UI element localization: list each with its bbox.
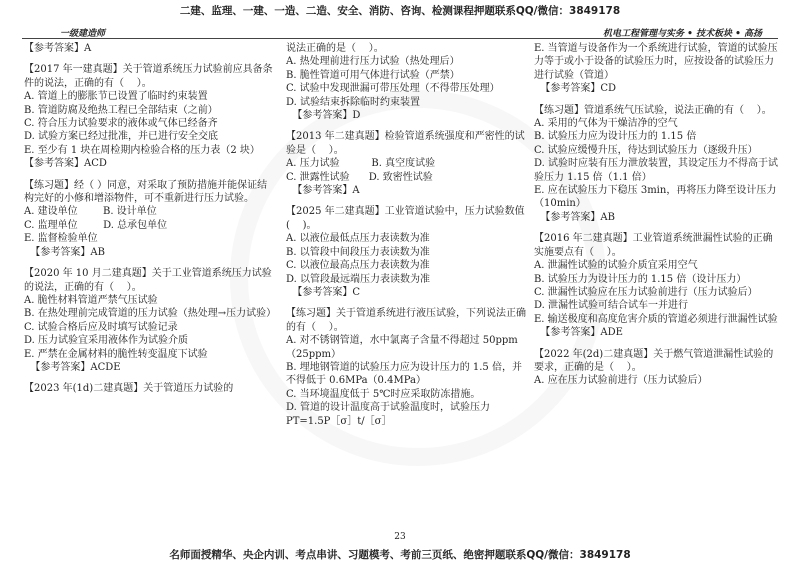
text-line bbox=[534, 96, 780, 104]
text-line: B. 埋地钢管道的试验压力应为设计压力的 1.5 倍，并不得低于 0.6MPa（0.4MPa） bbox=[286, 361, 522, 387]
text-line: B. 以管段中间段压力表读数为准 bbox=[286, 246, 430, 258]
text-line bbox=[286, 299, 526, 307]
text-line bbox=[24, 171, 276, 179]
text-line: A. 建设单位 B. 设计单位 bbox=[24, 206, 157, 218]
text-line: 【练习题】经（ ）同意，对采取了预防措施并能保证结构完好的小修和增添物件，可不重新进行压力试验。 bbox=[24, 179, 268, 205]
text-line: 【参考答案】D bbox=[286, 110, 361, 122]
right-running-head: 机电工程管理与实务 • 技术板块 • 高扬 bbox=[602, 29, 762, 39]
text-line: C. 泄露性试验 D. 致密性试验 bbox=[286, 171, 433, 183]
text-line: 【2025 年二建真题】工业管道试验中，压力试验数值( )。 bbox=[286, 206, 525, 231]
text-line: 【2022 年(2d)二建真题】关于燃气管道泄漏性试验的要求，正确的是（ ）。 bbox=[534, 348, 774, 373]
text-line bbox=[24, 374, 276, 382]
text-line: A. 泄漏性试验的试验介质宜采用空气 bbox=[534, 260, 698, 272]
text-line: E. 当管道与设备作为一个系统进行试验，管道的试验压力等于或小于设备的试验压力时，应按设备的试验压力进行试验（管道） bbox=[534, 43, 778, 81]
text-line bbox=[24, 55, 276, 63]
text-line: 【练习题】管道系统气压试验，说法正确的有（ ）。 bbox=[534, 104, 772, 116]
text-line: A. 应在压力试验前进行（压力试验后） bbox=[534, 375, 708, 387]
column-left bbox=[24, 42, 276, 396]
text-line: A. 以液位最低点压力表读数为准 bbox=[286, 233, 430, 245]
text-line: D. 试验方案已经过批准，并已进行安全交底 bbox=[24, 131, 219, 143]
header-rule bbox=[22, 38, 778, 39]
text-line: 【2020 年 10 月二建真题】关于工业管道系统压力试验的说法，正确的有（ ）。 bbox=[24, 268, 272, 293]
text-line: E. 至少有 1 块在周检期内检验合格的压力表（2 块） bbox=[24, 144, 260, 156]
text-line: B. 在热处理前完成管道的压力试验（热处理→压力试验） bbox=[24, 308, 277, 320]
text-line: A. 压力试验 B. 真空度试验 bbox=[286, 158, 436, 170]
text-line: 【2023 年(1d)二建真题】关于管道压力试验的 bbox=[24, 383, 234, 395]
text-line: C. 监理单位 D. 总承包单位 bbox=[24, 219, 168, 231]
text-line: E. 输送极度和高度危害介质的管道必须进行泄漏性试验 bbox=[534, 313, 778, 325]
text-line: C. 泄漏性试验应在压力试验前进行（压力试验后） bbox=[534, 286, 758, 298]
text-line: B. 管道防腐及绝热工程已全部结束（之前） bbox=[24, 104, 218, 116]
text-line: A. 对不锈钢管道，水中氯离子含量不得超过 50ppm（25ppm） bbox=[286, 335, 518, 360]
text-line: 【2017 年一建真题】关于管道系统压力试验前应具备条件的说法，正确的有（ ）。 bbox=[24, 64, 273, 89]
text-line: D. 以管段最远端压力表读数为准 bbox=[286, 273, 431, 285]
text-line: 【参考答案】A bbox=[286, 185, 360, 197]
text-line bbox=[286, 122, 526, 130]
column-middle bbox=[286, 42, 526, 428]
text-line: B. 试验压力应为设计压力的 1.15 倍 bbox=[534, 131, 697, 143]
column-right bbox=[534, 42, 780, 388]
text-line: B. 脆性管道可用气体进行试验（严禁） bbox=[286, 69, 460, 81]
text-line: A. 采用的气体为干燥洁净的空气 bbox=[534, 118, 678, 130]
text-line: A. 热处理前进行压力试验（热处理后） bbox=[286, 56, 460, 68]
text-line: 【参考答案】A bbox=[24, 43, 92, 54]
text-line: 【2013 年二建真题】检验管道系统强度和严密性的试验是（ ）。 bbox=[286, 131, 525, 156]
text-line: E. 严禁在金属材料的脆性转变温度下试验 bbox=[24, 348, 208, 360]
text-line: E. 应在试验压力下稳压 3min，再将压力降至设计压力（10min） bbox=[534, 185, 777, 210]
text-line: 【参考答案】AB bbox=[534, 211, 615, 223]
text-line bbox=[24, 259, 276, 267]
left-running-head: 一级建造师 bbox=[60, 29, 106, 39]
text-line: 【参考答案】ACD bbox=[24, 158, 107, 170]
text-line: 【参考答案】AB bbox=[24, 246, 105, 258]
text-line: D. 压力试验宜采用液体作为试验介质 bbox=[24, 335, 189, 347]
text-line: 【参考答案】ADE bbox=[534, 327, 623, 339]
text-line bbox=[286, 197, 526, 205]
bottom-banner: 名师面授精华、央企内训、考点串讲、习题模考、考前三页纸、绝密押题联系QQ/微信：3849178 bbox=[169, 549, 631, 561]
text-line: C. 试验中发现泄漏可带压处理（不得带压处理） bbox=[286, 83, 500, 95]
text-line: D. 管道的设计温度高于试验温度时，试验压力 PT=1.5P［σ］t/［σ］ bbox=[286, 402, 494, 427]
text-line: C. 当环境温度低于 5℃时应采取防冻措施。 bbox=[286, 388, 481, 400]
text-line: D. 试验时应装有压力泄放装置，其设定压力不得高于试验压力 1.15 倍（1.1 倍） bbox=[534, 158, 779, 183]
text-line bbox=[534, 224, 780, 232]
text-line: C. 符合压力试验要求的液体或气体已经备齐 bbox=[24, 118, 218, 130]
text-line: D. 泄漏性试验可结合试车一并进行 bbox=[534, 300, 689, 312]
text-line: 【2016 年二建真题】工业管道系统泄漏性试验的正确实施要点有（ ）。 bbox=[534, 233, 773, 258]
text-line: 【练习题】关于管道系统进行液压试验，下列说法正确的有（ ）。 bbox=[286, 308, 526, 333]
text-line: E. 监督检验单位 bbox=[24, 233, 98, 245]
text-line: B. 试验压力为设计压力的 1.15 倍（设计压力） bbox=[534, 273, 747, 285]
text-line: C. 以液位最高点压力表读数为准 bbox=[286, 260, 430, 272]
text-line: 【参考答案】ACDE bbox=[24, 361, 121, 373]
text-line: C. 试验应缓慢升压，待达到试验压力（逐级升压） bbox=[534, 144, 758, 156]
text-line: 【参考答案】CD bbox=[534, 83, 617, 95]
text-line bbox=[534, 340, 780, 348]
text-line: A. 管道上的膨胀节已设置了临时约束装置 bbox=[24, 91, 208, 103]
text-line: C. 试验合格后应及时填写试验记录 bbox=[24, 321, 178, 333]
text-line: A. 脆性材料管道严禁气压试验 bbox=[24, 294, 158, 306]
text-line: 【参考答案】C bbox=[286, 286, 361, 298]
top-banner: 二建、监理、一建、一造、二造、安全、消防、咨询、检测课程押题联系QQ/微信：3849178 bbox=[179, 5, 621, 17]
text-line: D. 试验结束拆除临时约束装置 bbox=[286, 96, 421, 108]
text-line: 说法正确的是（ ）。 bbox=[286, 43, 384, 54]
page-number: 23 bbox=[394, 532, 406, 542]
